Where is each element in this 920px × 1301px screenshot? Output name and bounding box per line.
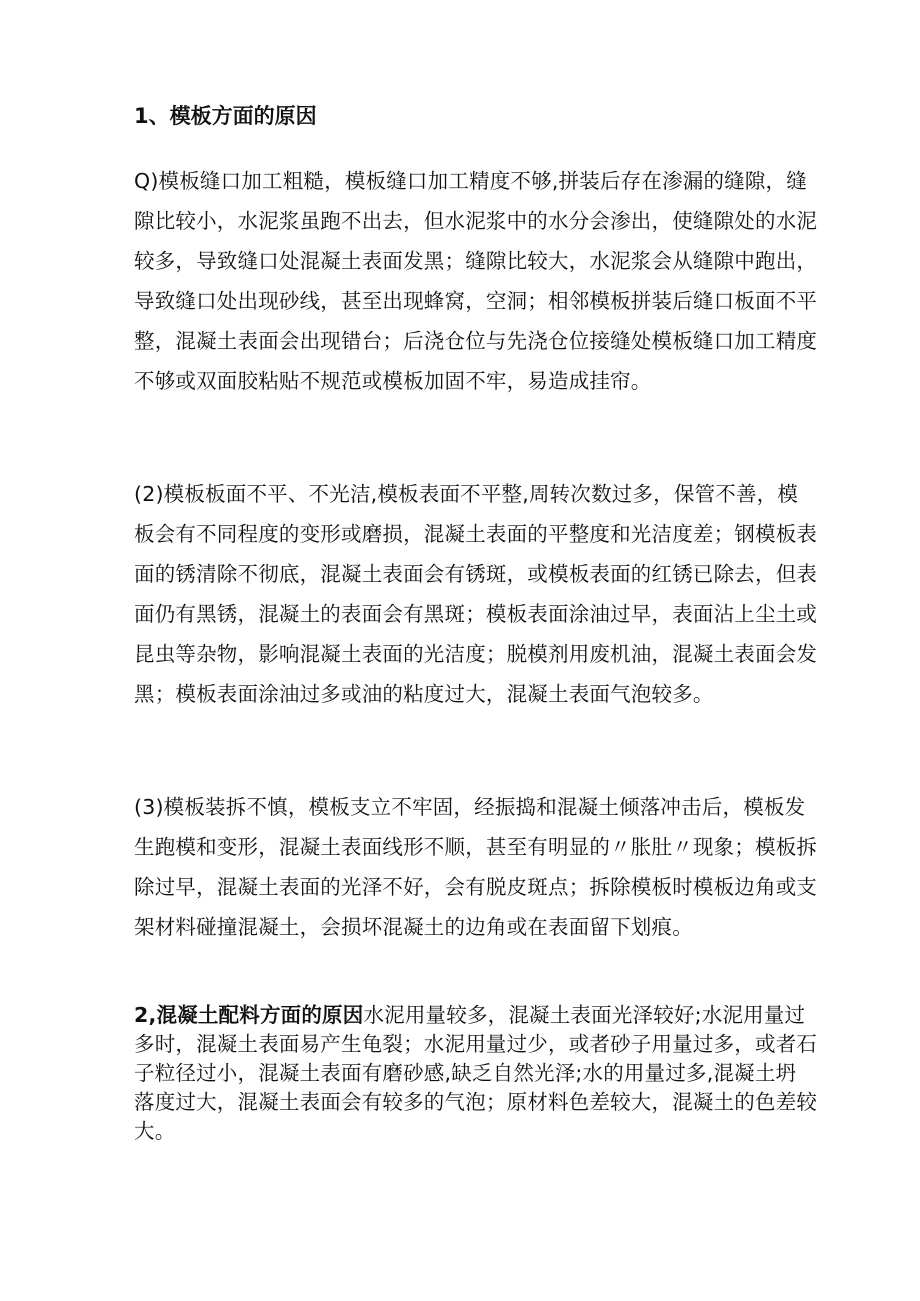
paragraph-1 — [134, 161, 818, 401]
paragraph-line: 黑；模板表面涂油过多或油的粘度过大，混凝土表面气泡较多。 — [134, 682, 714, 706]
paragraph-3 — [134, 787, 818, 947]
paragraph-line — [134, 1001, 806, 1030]
paragraph-line: 导致缝口处出现砂线，甚至出现蜂窝，空洞；相邻模板拼装后缝口板面不平 — [134, 289, 818, 313]
section-2-paragraph — [134, 1001, 818, 1146]
paragraph-line: 面的锈清除不彻底，混凝土表面会有锈斑，或模板表面的红锈已除去，但表 — [134, 562, 818, 586]
paragraph-line: 大。 — [134, 1119, 176, 1143]
paragraph-line: Q)模板缝口加工粗糙，模板缝口加工精度不够,拼装后存在渗漏的缝隙，缝 — [134, 169, 807, 193]
paragraph-line: 多时，混凝土表面易产生龟裂；水泥用量过少，或者砂子用量过多，或者石 — [134, 1032, 818, 1056]
paragraph-line: 整，混凝土表面会出现错台；后浇仓位与先浇仓位接缝处模板缝口加工精度 — [134, 329, 818, 353]
paragraph-line: 较多，导致缝口处混凝土表面发黑；缝隙比较大，水泥浆会从缝隙中跑出， — [134, 249, 818, 273]
section-2-heading: 2,混凝土配料方面的原因 — [134, 1003, 364, 1027]
paragraph-line: 架材料碰撞混凝土，会损坏混凝土的边角或在表面留下划痕。 — [134, 915, 693, 939]
paragraph-line: 落度过大，混凝土表面会有较多的气泡；原材料色差较大，混凝土的色差较 — [134, 1090, 818, 1114]
paragraph-line: 板会有不同程度的变形或磨损，混凝土表面的平整度和光洁度差；钢模板表 — [134, 522, 818, 546]
paragraph-line: (3)模板装拆不慎，模板支立不牢固，经振捣和混凝土倾落冲击后，模板发 — [134, 795, 806, 819]
paragraph-line: (2)模板板面不平、不光洁,模板表面不平整,周转次数过多，保管不善，模 — [134, 482, 799, 506]
paragraph-line: 生跑模和变形，混凝土表面线形不顺，甚至有明显的〃胀肚〃现象；模板拆 — [134, 835, 818, 859]
section-1-heading: 1、模板方面的原因 — [134, 104, 317, 128]
paragraph-line: 昆虫等杂物，影响混凝土表面的光洁度；脱模剂用废机油，混凝土表面会发 — [134, 642, 818, 666]
paragraph-line: 面仍有黑锈，混凝土的表面会有黑斑；模板表面涂油过早，表面沾上尘土或 — [134, 602, 818, 626]
paragraph-line: 隙比较小，水泥浆虽跑不出去，但水泥浆中的水分会渗出，使缝隙处的水泥 — [134, 209, 818, 233]
paragraph-2 — [134, 474, 818, 714]
paragraph-line: 除过早，混凝土表面的光泽不好，会有脱皮斑点；拆除模板时模板边角或支 — [134, 875, 818, 899]
paragraph-line: 不够或双面胶粘贴不规范或模板加固不牢，易造成挂帘。 — [134, 369, 652, 393]
paragraph-line: 子粒径过小，混凝土表面有磨砂感,缺乏自然光泽;水的用量过多,混凝土坍 — [134, 1061, 797, 1085]
paragraph-line-text: 水泥用量较多，混凝土表面光泽较好;水泥用量过 — [363, 1003, 806, 1027]
